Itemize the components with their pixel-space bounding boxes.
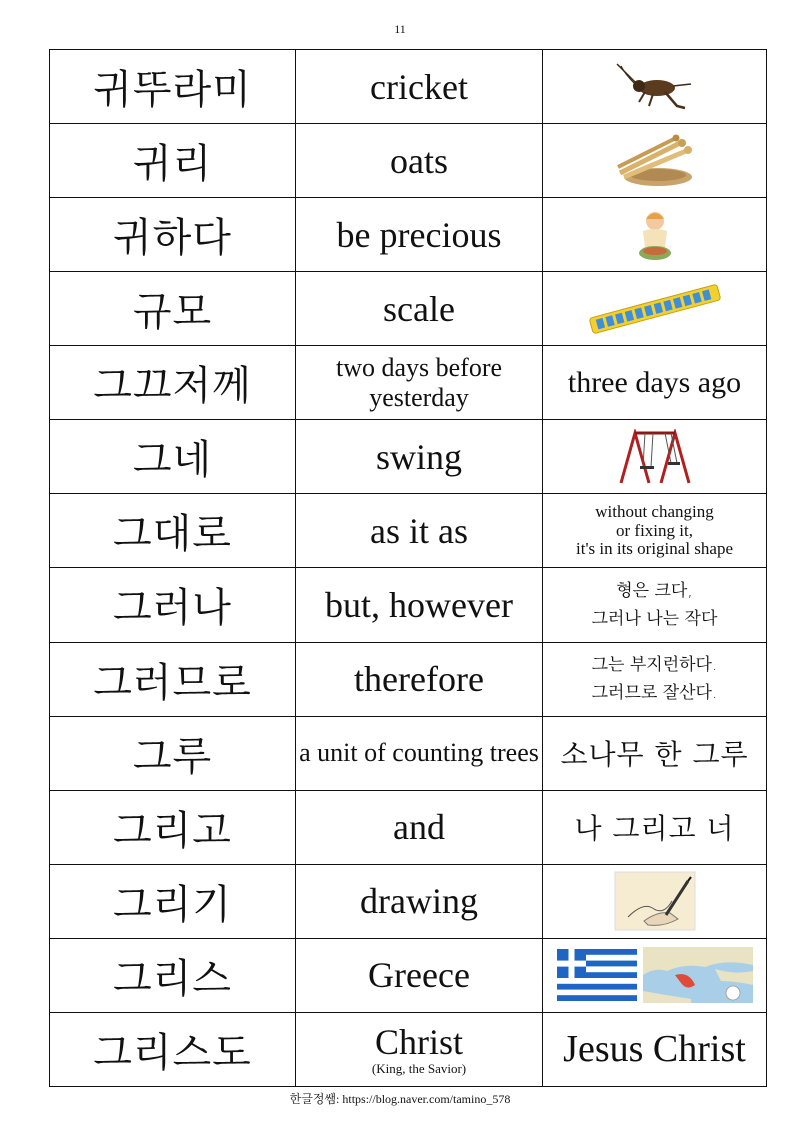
korean-word: 그리스 — [50, 938, 296, 1012]
example-cell — [543, 642, 767, 716]
korean-word: 그러므로 — [50, 642, 296, 716]
table-row — [50, 1012, 767, 1086]
korean-word: 그리스도 — [50, 1012, 296, 1086]
table-row — [50, 790, 767, 864]
korean-word: 그끄저께 — [50, 346, 296, 420]
example-text: Jesus Christ — [563, 1028, 746, 1071]
ruler-scale-icon — [585, 284, 725, 334]
korean-word: 그네 — [50, 420, 296, 494]
table-row — [50, 494, 767, 568]
example-cell — [543, 790, 767, 864]
page-number: 11 — [394, 22, 406, 36]
table-row — [50, 938, 767, 1012]
english-meaning: Greece — [296, 938, 543, 1012]
english-meaning: therefore — [296, 642, 543, 716]
example-cell — [543, 568, 767, 642]
table-row — [50, 420, 767, 494]
greece-flag-map-icon — [555, 945, 755, 1005]
english-meaning: drawing — [296, 864, 543, 938]
english-meaning — [296, 1012, 543, 1086]
table-row — [50, 568, 767, 642]
korean-word: 그러나 — [50, 568, 296, 642]
english-meaning: scale — [296, 272, 543, 346]
korean-word: 그리고 — [50, 790, 296, 864]
english-meaning: two days before yesterday — [296, 346, 543, 420]
greece-flag-icon — [557, 949, 637, 1001]
table-row — [50, 346, 767, 420]
korean-word: 규모 — [50, 272, 296, 346]
english-word: Christ — [374, 1021, 463, 1062]
precious-baby-icon — [635, 207, 675, 263]
example-cell — [543, 494, 767, 568]
oats-icon — [610, 133, 700, 189]
table-row — [50, 716, 767, 790]
example-line: 그러나 나는 작다 — [591, 608, 718, 629]
table-row — [50, 642, 767, 716]
picture-cell — [543, 864, 767, 938]
korean-word: 그리기 — [50, 864, 296, 938]
korean-word: 그대로 — [50, 494, 296, 568]
swing-icon — [615, 429, 695, 485]
korean-word: 귀하다 — [50, 198, 296, 272]
korean-word: 귀리 — [50, 124, 296, 198]
english-meaning: be precious — [296, 198, 543, 272]
english-meaning: but, however — [296, 568, 543, 642]
english-meaning: and — [296, 790, 543, 864]
english-meaning: cricket — [296, 50, 543, 124]
example-line: or fixing it, — [616, 520, 693, 540]
english-meaning: swing — [296, 420, 543, 494]
english-meaning: oats — [296, 124, 543, 198]
table-row — [50, 272, 767, 346]
table-row — [50, 198, 767, 272]
example-cell — [543, 1012, 767, 1086]
table-row — [50, 50, 767, 124]
picture-cell — [543, 124, 767, 198]
footer-credit: 한글정쌤: https://blog.naver.com/tamino_578 — [289, 1092, 511, 1106]
english-meaning: as it as — [296, 494, 543, 568]
example-text: 소나무 한 그루 — [560, 738, 749, 772]
table-row — [50, 124, 767, 198]
cricket-icon — [615, 62, 695, 112]
example-text: 나 그리고 너 — [574, 812, 735, 846]
example-line: without changing — [595, 501, 714, 521]
english-note: (King, the Savior) — [371, 1060, 467, 1076]
example-cell — [543, 346, 767, 420]
example-cell — [543, 716, 767, 790]
picture-cell — [543, 198, 767, 272]
drawing-hand-icon — [614, 871, 696, 931]
picture-cell — [543, 420, 767, 494]
example-line: it's in its original shape — [576, 539, 733, 559]
example-line: 형은 크다, — [616, 580, 693, 601]
example-line: 그는 부지런하다. — [591, 654, 718, 675]
picture-cell — [543, 50, 767, 124]
table-row — [50, 864, 767, 938]
korean-word: 귀뚜라미 — [50, 50, 296, 124]
korean-word: 그루 — [50, 716, 296, 790]
picture-cell — [543, 938, 767, 1012]
picture-cell — [543, 272, 767, 346]
vocabulary-table — [49, 49, 767, 1087]
greece-map-icon — [643, 947, 753, 1003]
example-text: three days ago — [567, 365, 742, 399]
english-meaning: a unit of counting trees — [296, 716, 543, 790]
example-line: 그러므로 잘산다. — [591, 683, 718, 704]
